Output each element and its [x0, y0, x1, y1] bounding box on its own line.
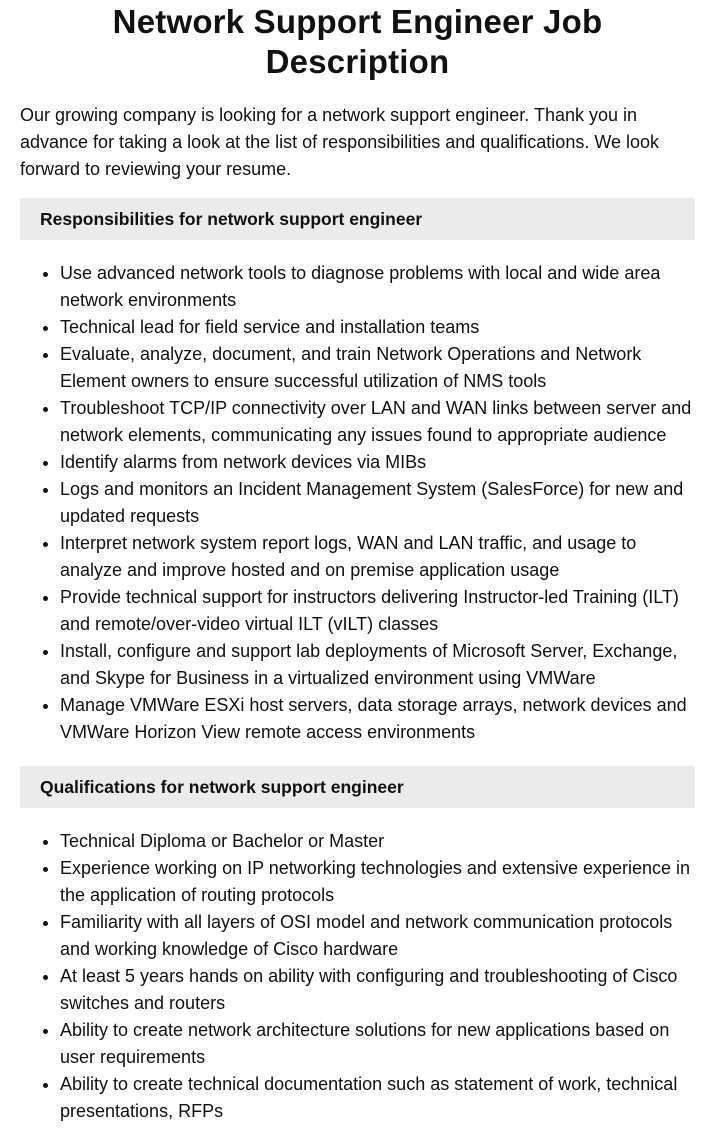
list-item: • Install, configure and support lab deployments of Microsoft Server, Exchange, and Skype for Business in a virtualized environment using VMWare — [60, 638, 695, 692]
list-item: • Provide technical support for instructors delivering Instructor-led Training (ILT) and remote/over-video virtual ILT (vILT) classes — [60, 584, 695, 638]
responsibilities-heading: Responsibilities for network support engineer — [20, 198, 695, 240]
list-item: • Logs and monitors an Incident Management System (SalesForce) for new and updated requests — [60, 476, 695, 530]
list-item: • Ability to create technical documentation such as statement of work, technical presentations, RFPs — [60, 1071, 695, 1125]
list-item: • At least 5 years hands on ability with configuring and troubleshooting of Cisco switches and routers — [60, 963, 695, 1017]
list-item: • Familiarity with all layers of OSI model and network communication protocols and working knowledge of Cisco hardware — [60, 909, 695, 963]
responsibilities-list — [20, 260, 695, 746]
list-item: • Technical Diploma or Bachelor or Master — [60, 828, 695, 855]
list-item: • Experience working on IP networking technologies and extensive experience in the application of routing protocols — [60, 855, 695, 909]
page-title: Network Support Engineer Job Description — [112, 3, 603, 80]
list-item: • Technical lead for field service and installation teams — [60, 314, 695, 341]
list-item: • Identify alarms from network devices via MIBs — [60, 449, 695, 476]
list-item: • Manage VMWare ESXi host servers, data storage arrays, network devices and VMWare Horizon View remote access environments — [60, 692, 695, 746]
list-item: • Ability to create network architecture solutions for new applications based on user requirements — [60, 1017, 695, 1071]
intro-paragraph: Our growing company is looking for a network support engineer. Thank you in advance for taking a look at the list of responsibilities and qualifications. We look forward to reviewing your resume. — [20, 105, 660, 179]
list-item: • Troubleshoot TCP/IP connectivity over LAN and WAN links between server and network elements, communicating any issues found to appropriate audience — [60, 395, 695, 449]
list-item: • Interpret network system report logs, WAN and LAN traffic, and usage to analyze and improve hosted and on premise application usage — [60, 530, 695, 584]
list-item: • Evaluate, analyze, document, and train Network Operations and Network Element owners to ensure successful utilization of NMS tools — [60, 341, 695, 395]
list-item: • Use advanced network tools to diagnose problems with local and wide area network environments — [60, 260, 695, 314]
qualifications-heading: Qualifications for network support engineer — [20, 766, 695, 808]
qualifications-list — [20, 828, 695, 1125]
